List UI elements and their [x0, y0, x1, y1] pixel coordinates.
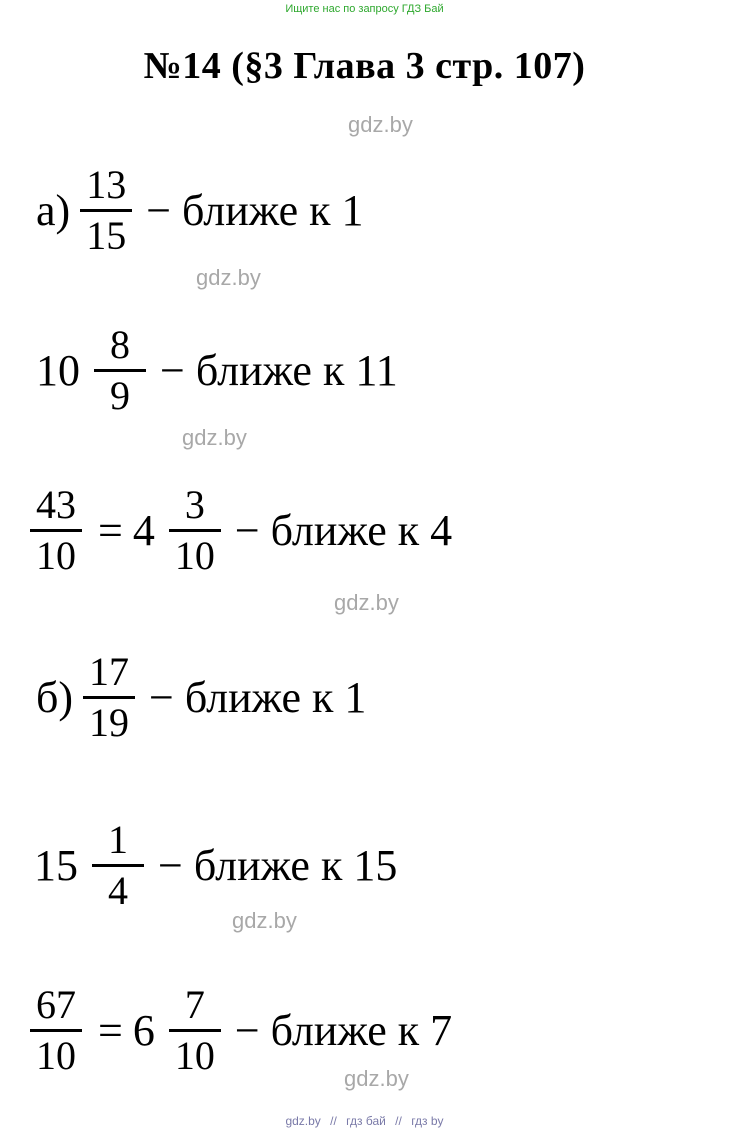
fraction-bar: [169, 1029, 221, 1032]
fraction: [92, 817, 144, 913]
solution-line: [24, 982, 453, 1078]
fraction-numerator: 43: [36, 482, 76, 527]
equals-sign: =: [98, 506, 123, 555]
solution-text: − ближе к 11: [160, 346, 398, 395]
fraction-bar: [80, 209, 132, 212]
equals-sign: =: [98, 1006, 123, 1055]
solution-text: − ближе к 1: [149, 673, 367, 722]
whole-number: 6: [132, 1006, 155, 1055]
solution-text: − ближе к 1: [146, 186, 364, 235]
footer-link-gdzbai[interactable]: гдз бай: [346, 1114, 386, 1128]
fraction-bar: [94, 369, 146, 372]
watermark: gdz.by: [232, 908, 297, 933]
fraction-denominator: 10: [36, 1033, 76, 1078]
watermark: gdz.by: [196, 265, 261, 290]
fraction: [94, 322, 146, 418]
solution-line: [36, 649, 367, 745]
fraction-denominator: 4: [108, 868, 128, 913]
fraction-bar: [30, 529, 82, 532]
fraction-denominator: 10: [36, 533, 76, 578]
watermark: gdz.by: [348, 112, 413, 137]
item-label: а): [36, 186, 71, 235]
solution-text: − ближе к 15: [158, 841, 398, 890]
footer-separator: //: [395, 1114, 402, 1128]
watermark: gdz.by: [182, 425, 247, 450]
fraction-numerator: 7: [184, 982, 205, 1027]
footer-link-gdzby2[interactable]: гдз by: [411, 1114, 444, 1128]
fraction-denominator: 15: [86, 213, 127, 258]
solution-line: [36, 322, 398, 418]
solution-text: − ближе к 4: [234, 506, 453, 555]
fraction-denominator: 10: [174, 1033, 215, 1078]
solution-line: [36, 162, 364, 258]
fraction: [30, 982, 82, 1078]
fraction-numerator: 17: [89, 649, 130, 694]
whole-number: 10: [36, 346, 80, 395]
fraction-bar: [92, 864, 144, 867]
footer-links: [0, 1114, 729, 1128]
fraction-denominator: 19: [89, 700, 130, 745]
footer-link-gdzby[interactable]: gdz.by: [285, 1114, 321, 1128]
fraction-denominator: 9: [110, 373, 130, 418]
fraction: [169, 482, 221, 578]
fraction-numerator: 3: [184, 482, 205, 527]
fraction-bar: [30, 1029, 82, 1032]
fraction: [80, 162, 132, 258]
item-label: б): [36, 673, 74, 722]
fraction-bar: [83, 696, 135, 699]
top-promo-banner: Ищите нас по запросу ГДЗ Бай: [285, 3, 444, 15]
page-title: №14 (§3 Глава 3 стр. 107): [143, 45, 586, 87]
fraction-numerator: 8: [110, 322, 130, 367]
solution-text: − ближе к 7: [234, 1006, 453, 1055]
fraction-numerator: 67: [36, 982, 76, 1027]
whole-number: 15: [34, 841, 78, 890]
fraction: [83, 649, 135, 745]
footer-separator: //: [330, 1114, 337, 1128]
solution-line: [34, 817, 398, 913]
watermark: gdz.by: [334, 590, 399, 615]
fraction-numerator: 1: [108, 817, 128, 862]
fraction: [30, 482, 82, 578]
fraction-numerator: 13: [86, 162, 127, 207]
whole-number: 4: [132, 506, 155, 555]
watermark: gdz.by: [344, 1066, 409, 1091]
fraction: [169, 982, 221, 1078]
fraction-denominator: 10: [174, 533, 215, 578]
solution-line: [24, 482, 453, 578]
fraction-bar: [169, 529, 221, 532]
